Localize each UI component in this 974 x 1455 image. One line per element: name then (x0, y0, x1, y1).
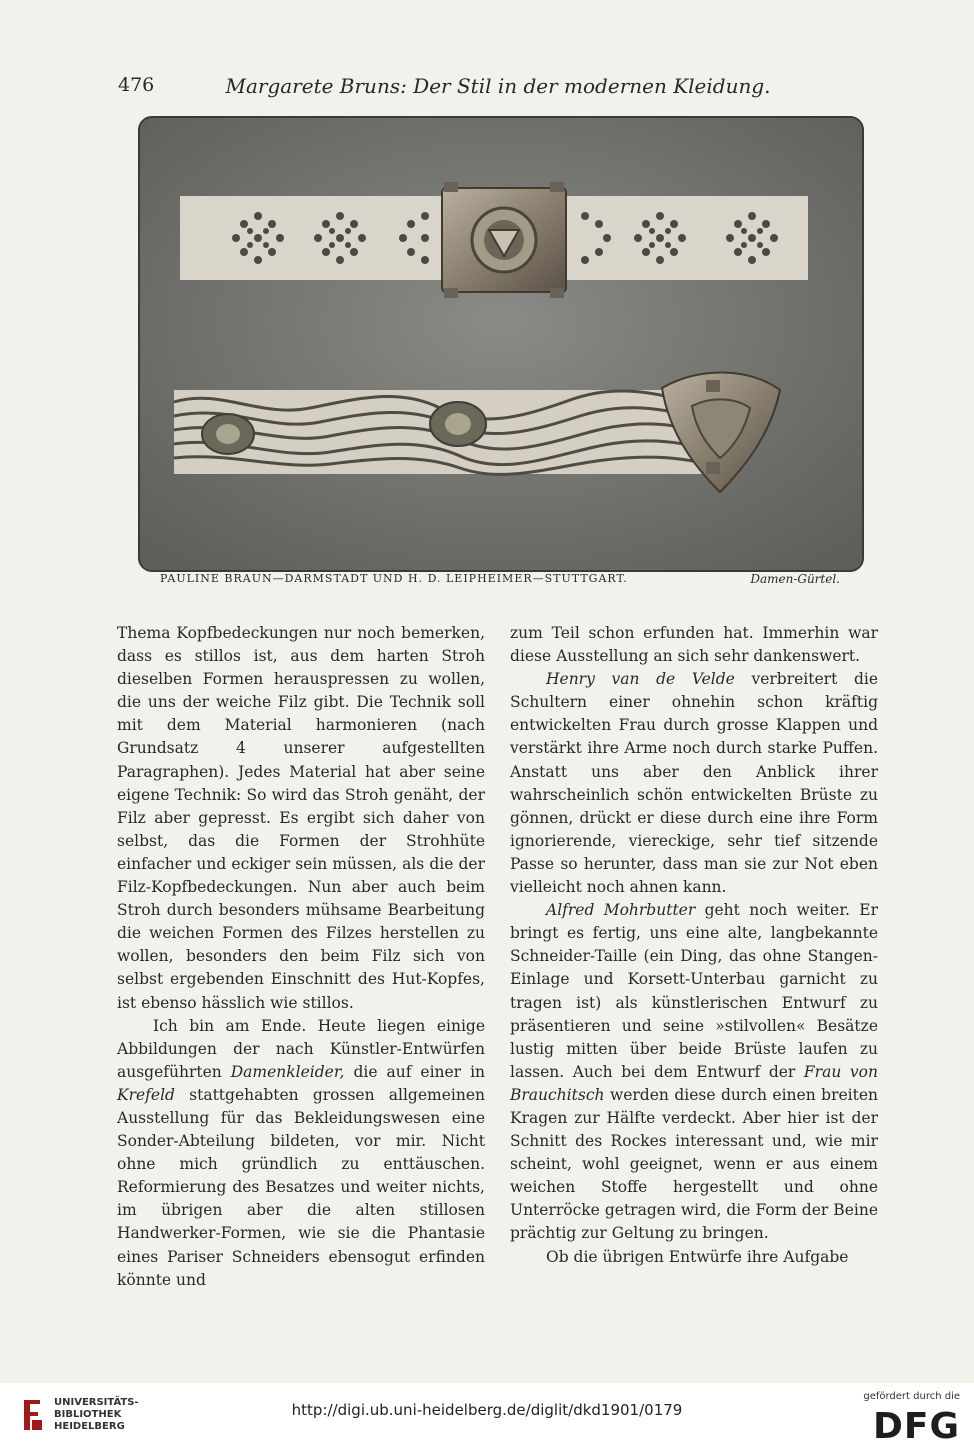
footer-bar (0, 1383, 974, 1455)
document-url[interactable]: http://digi.ub.uni-heidelberg.de/diglit/dkd1901/0179 (291, 1401, 683, 1419)
text-column-left (117, 622, 485, 1292)
dfg-sponsor-block (850, 1391, 960, 1451)
dfg-logo[interactable]: DFG (872, 1406, 960, 1447)
belt-illustration (140, 118, 862, 570)
caption-title: Damen-Gürtel. (750, 572, 840, 586)
text-column-right (510, 622, 878, 1269)
photo-background (140, 118, 862, 570)
belt-photograph (138, 116, 864, 572)
paragraph: Ob die übrigen Entwürfe ihre Aufgabe (546, 1247, 849, 1266)
figure-caption (160, 572, 840, 592)
paragraph: zum Teil schon erfunden hat. Immerhin war diese Ausstellung an sich sehr dankenswert. (510, 624, 878, 666)
emphasis: Krefeld (117, 1085, 175, 1104)
running-head (118, 74, 878, 102)
page-number: 476 (118, 74, 155, 96)
paragraph: Alfred Mohrbutter geht noch weiter. Er bringt es fertig, uns eine alte, langbekannte Schneider-Taille (ein Ding, das ohne Stangen-Einlage und Korsett-Unterbau garnicht zu tragen ist) als künstlerischen Entwurf zu präsentieren und seine »stilvollen« Besätze lustig mitten über beide Brüste laufen zu lassen. Auch bei dem Entwurf der Frau von Brauchitsch werden diese durch einen breiten Kragen zur Hälfte verdeckt. Aber hier ist der Schnitt des Rockes interessant und, wie mir scheint, wohl geeignet, wenn er aus einem weichen Stoffe hergestellt und ohne Unterröcke getragen wird, die Form der Beine prächtig zur Geltung zu bringen. (510, 901, 879, 1243)
sponsor-label: gefördert durch die (863, 1391, 960, 1402)
paragraph: Ich bin am Ende. Heute liegen einige Abbildungen der nach Künstler-Entwürfen ausgeführten Damenkleider, die auf einer in Krefeld stattgehabten grossen allgemeinen Ausstellung für das Bekleidungswesen eine Sonder-Abteilung bildeten, vor mir. Nicht ohne mich gründlich zu enttäuschen. Reformierung des Besatzes und weiter nichts, im übrigen aber die alten stillosen Handwerker-Formen, wie sie die Phantasie eines Pariser Schneiders ebensogut erfinden könnte und (117, 1016, 486, 1289)
emphasis: Alfred Mohrbutter (546, 901, 696, 920)
library-name: UNIVERSITÄTS- BIBLIOTHEK HEIDELBERG (54, 1397, 139, 1432)
emphasis: Henry van de Velde (546, 670, 735, 689)
paragraph: Thema Kopfbedeckungen nur noch bemerken, dass es stillos ist, aus dem harten Stroh dieselben Formen herauspressen zu wollen, die uns der weiche Filz gibt. Die Technik soll mit dem Material harmonieren (nach Grundsatz 4 unserer aufgestellten Paragraphen). Jedes Material hat aber seine eigene Technik: So wird das Stroh genäht, der Filz aber gepresst. Es ergibt sich daher von selbst, das die Formen der Strohhüte einfacher und eckiger sein müssen, als die der Filz-Kopfbedeckungen. Nun aber auch beim Stroh durch besonders mühsame Bearbeitung die weichen Formen des Filzes herstellen zu wollen, besonders den beim Filz sich von selbst ergebenden Einschnitt des Hut-Kopfes, ist ebenso hässlich wie stillos. (117, 624, 485, 1012)
top-belt-buckle (442, 182, 566, 298)
paragraph: Henry van de Velde verbreitert die Schultern einer ohnehin schon kräftig entwickelten Frau durch grosse Klappen und verstärkt ihre Arme noch durch starke Puffen. Anstatt uns aber den Anblick ihrer wahrscheinlich schön entwickelten Brüste zu gönnen, drückt er diese durch eine ihre Form ignorierende, viereckige, sehr tief sitzende Passe so herunter, dass man sie zur Not eben vielleicht noch ahnen kann. (510, 670, 878, 897)
emphasis: Frau von Brauchitsch (510, 1062, 878, 1104)
emphasis: Damenkleider, (230, 1062, 345, 1081)
running-title: Margarete Bruns: Der Stil in der modernen Kleidung. (225, 74, 771, 98)
caption-credit: PAULINE BRAUN—DARMSTADT UND H. D. LEIPHEIMER—STUTTGART. (160, 572, 628, 585)
